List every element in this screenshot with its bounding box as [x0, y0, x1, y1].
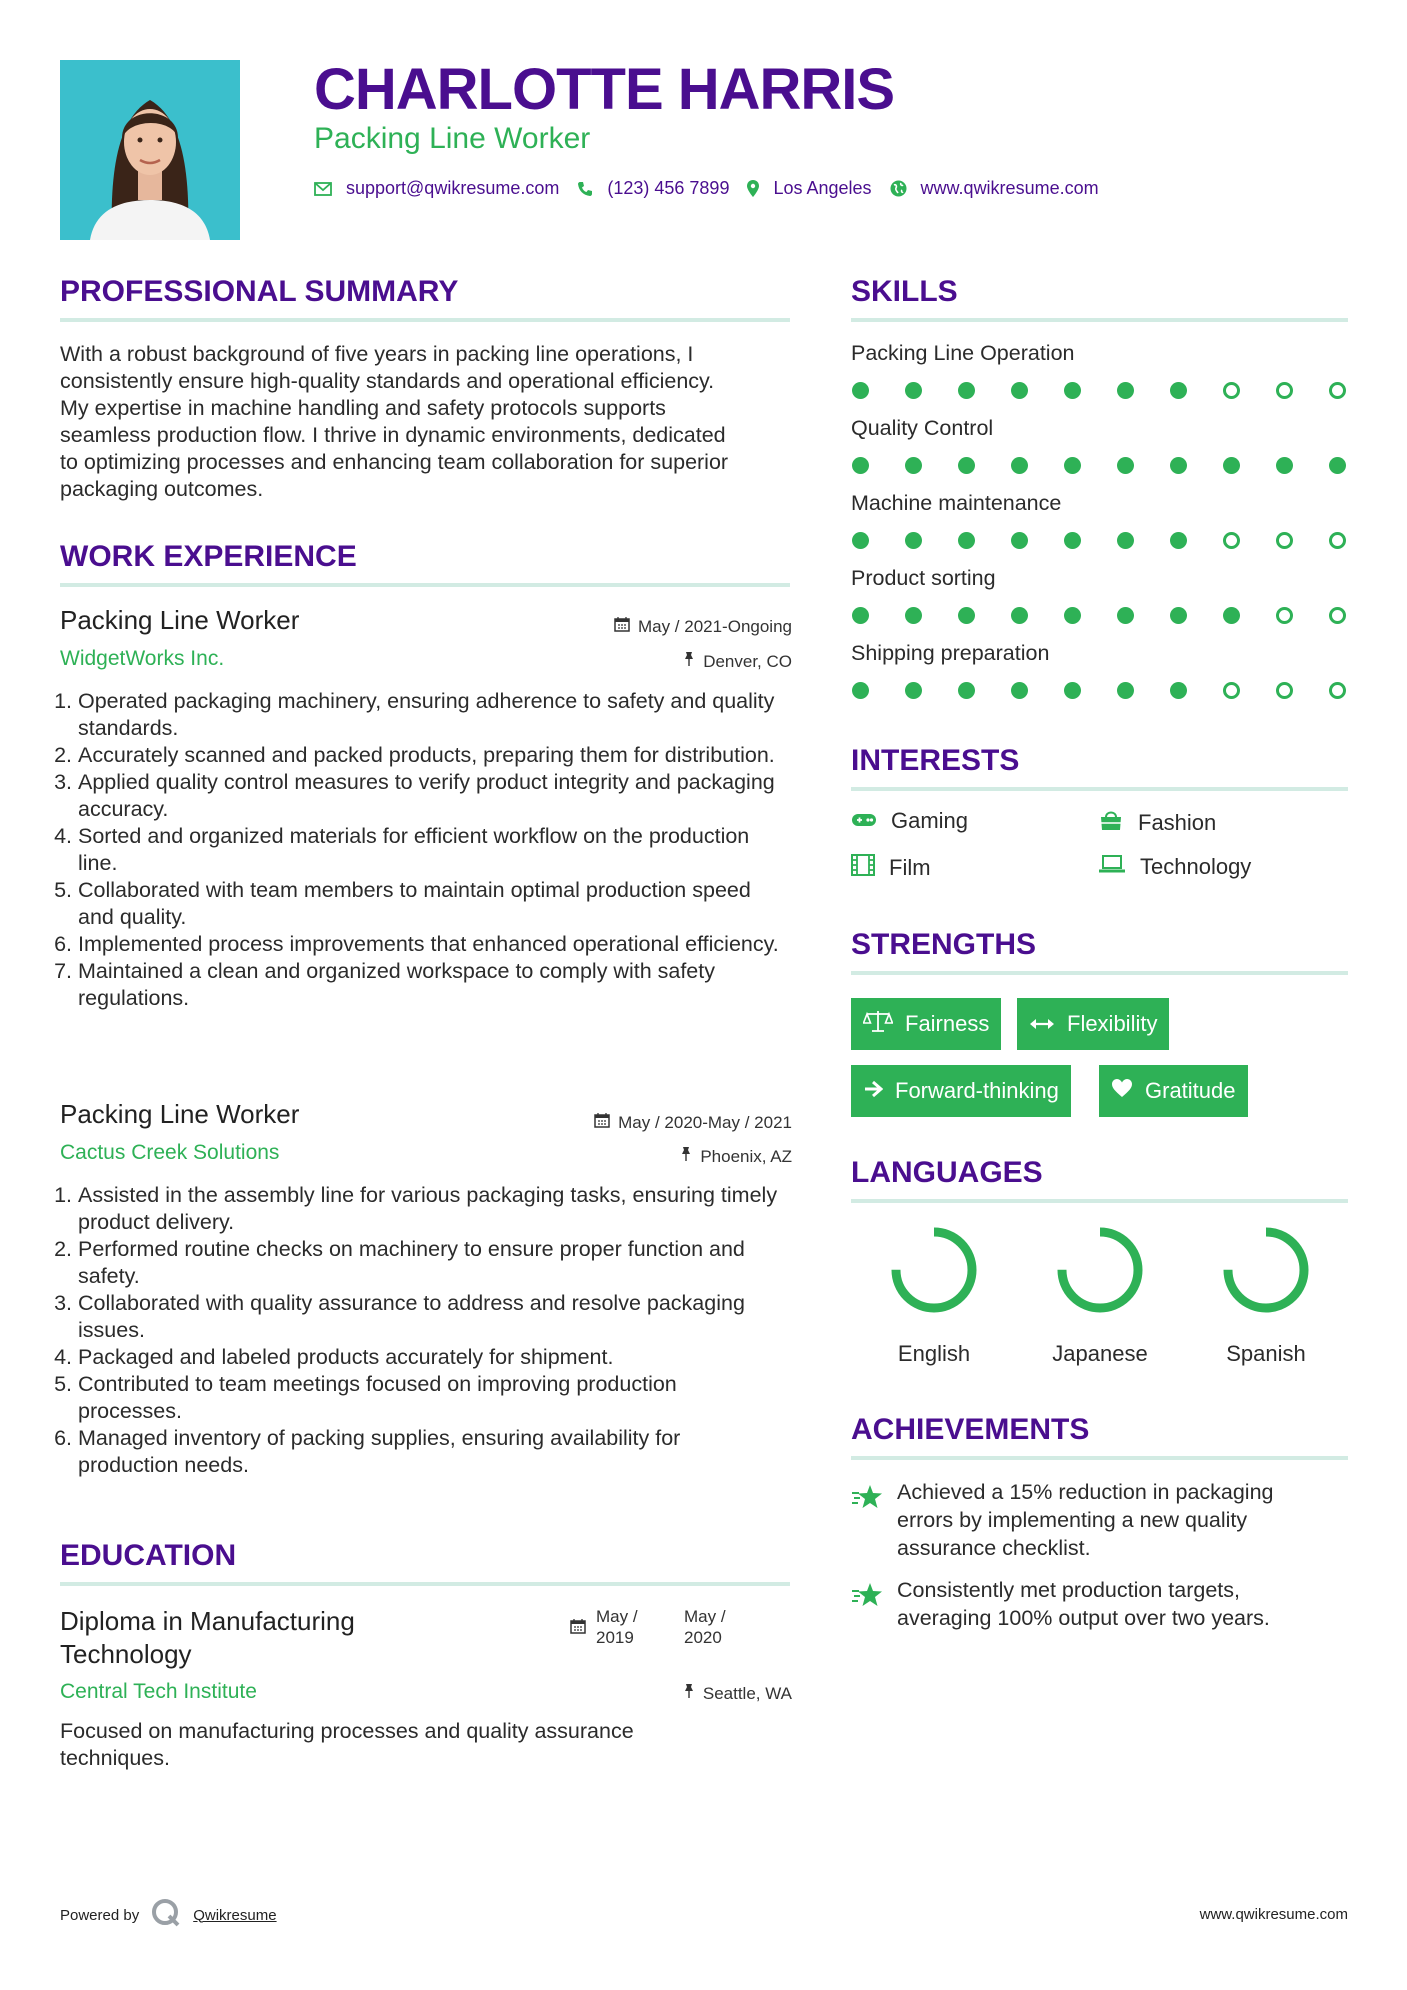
summary-text — [60, 341, 800, 503]
interests-heading: INTERESTS — [851, 744, 1020, 777]
candidate-title: Packing Line Worker — [314, 122, 591, 155]
rating-dot-filled — [1011, 607, 1028, 624]
duty-item: 2. Performed routine checks on machinery to ensure proper function and safety. — [78, 1236, 780, 1290]
rating-dot-filled — [1329, 457, 1346, 474]
duty-item: 7. Maintained a clean and organized workspace to comply with safety regulations. — [78, 958, 780, 1012]
school-name: Central Tech Institute — [60, 1680, 257, 1703]
skill-name: Shipping preparation — [851, 641, 1050, 665]
degree-title — [60, 1605, 355, 1671]
calendar-icon — [614, 616, 630, 637]
summary-line: seamless production flow. I thrive in dynamic environments, dedicated — [60, 423, 726, 447]
language-name: Spanish — [1226, 1341, 1306, 1366]
education-location — [683, 1683, 792, 1704]
arrows-horizontal-icon — [1029, 1011, 1055, 1037]
location-text: Los Angeles — [773, 178, 872, 198]
rating-dot-filled — [852, 607, 869, 624]
language-level-arc — [896, 1232, 972, 1308]
strengths-heading: STRENGTHS — [851, 928, 1037, 961]
rating-dot-filled — [1276, 457, 1293, 474]
skill-name: Product sorting — [851, 566, 996, 590]
education-rule — [60, 1582, 790, 1586]
job-title: Packing Line Worker — [60, 1099, 300, 1129]
job-location-text: Denver, CO — [703, 651, 792, 671]
duties-list — [60, 1182, 780, 1479]
strengths-rule — [851, 971, 1348, 975]
phone-icon — [577, 181, 593, 197]
education-location-text: Seattle, WA — [702, 1683, 792, 1703]
skill-row — [851, 341, 1346, 399]
rating-dot-filled — [852, 532, 869, 549]
rating-dot-filled — [905, 532, 922, 549]
summary-line: to optimizing processes and enhancing team collaboration for superior — [60, 450, 729, 474]
interest-label: Technology — [1140, 854, 1252, 879]
skill-row — [851, 641, 1346, 699]
pin-icon — [680, 1146, 692, 1167]
rating-dot-empty — [1276, 607, 1293, 624]
rating-dot-empty — [1276, 382, 1293, 399]
pin-icon — [683, 651, 695, 672]
envelope-icon — [314, 182, 332, 196]
summary-line: packaging outcomes. — [60, 477, 264, 501]
rating-dot-filled — [1117, 607, 1134, 624]
achievements-heading: ACHIEVEMENTS — [851, 1413, 1090, 1446]
interest-label: Film — [889, 855, 931, 880]
duty-item: 5. Collaborated with team members to maintain optimal production speed and quality. — [78, 877, 780, 931]
rating-dot-filled — [1011, 457, 1028, 474]
rating-dot-filled — [1223, 457, 1240, 474]
skill-row — [851, 566, 1346, 624]
qwikresume-link[interactable]: Qwikresume — [193, 1906, 277, 1924]
laptop-icon — [1098, 854, 1126, 880]
contact-website[interactable] — [890, 178, 1099, 199]
skill-rating — [852, 457, 1346, 474]
rating-dot-empty — [1276, 532, 1293, 549]
skill-rating — [852, 382, 1346, 399]
phone-text: (123) 456 7899 — [607, 178, 730, 198]
education-desc-line: techniques. — [60, 1746, 170, 1770]
job-dates — [594, 1112, 792, 1133]
rating-dot-filled — [1117, 382, 1134, 399]
achievements-rule — [851, 1456, 1348, 1460]
rating-dot-filled — [1170, 457, 1187, 474]
rating-dot-filled — [1170, 607, 1187, 624]
duties-list — [60, 688, 780, 1012]
job-location — [680, 1146, 792, 1167]
rating-dot-filled — [1117, 457, 1134, 474]
language-level-ring — [1055, 1225, 1145, 1315]
interest-label: Gaming — [891, 808, 969, 833]
achievement-line: errors by implementing a new quality — [897, 1508, 1248, 1532]
powered-by-label: Powered by — [60, 1906, 140, 1924]
calendar-icon — [570, 1606, 586, 1648]
interest-fashion — [1098, 808, 1216, 838]
interest-gaming — [851, 808, 968, 834]
rating-dot-empty — [1329, 682, 1346, 699]
rating-dot-filled — [1064, 457, 1081, 474]
summary-rule — [60, 318, 790, 322]
rating-dot-filled — [1064, 607, 1081, 624]
job-location — [683, 651, 792, 672]
rating-dot-empty — [1329, 532, 1346, 549]
rating-dot-filled — [852, 382, 869, 399]
rating-dot-filled — [905, 607, 922, 624]
rating-dot-empty — [1329, 382, 1346, 399]
candidate-name: CHARLOTTE HARRIS — [314, 57, 895, 122]
calendar-icon — [594, 1112, 610, 1133]
education-start — [596, 1606, 674, 1648]
language-item — [1017, 1225, 1183, 1367]
star-icon — [851, 1576, 883, 1632]
rating-dot-filled — [958, 532, 975, 549]
duty-item: 4. Sorted and organized materials for efficient workflow on the production line. — [78, 823, 780, 877]
heart-icon — [1111, 1078, 1133, 1104]
duty-item: 6. Managed inventory of packing supplies, ensuring availability for production needs. — [78, 1425, 780, 1479]
rating-dot-filled — [1223, 607, 1240, 624]
skill-name: Quality Control — [851, 416, 994, 440]
duty-item: 5. Contributed to team meetings focused on improving production processes. — [78, 1371, 780, 1425]
strength-forward-thinking — [851, 1065, 1071, 1117]
rating-dot-empty — [1223, 382, 1240, 399]
strength-label: Forward-thinking — [895, 1078, 1059, 1103]
achievement-text — [897, 1576, 1270, 1632]
rating-dot-filled — [958, 382, 975, 399]
achievement-line: averaging 100% output over two years. — [897, 1606, 1270, 1630]
duty-item: 1. Assisted in the assembly line for various packaging tasks, ensuring timely product delivery. — [78, 1182, 780, 1236]
rating-dot-filled — [958, 682, 975, 699]
skill-rating — [852, 682, 1346, 699]
education-desc-line: Focused on manufacturing processes and quality assurance — [60, 1719, 634, 1743]
qwikresume-logo-icon — [151, 1898, 181, 1932]
star-icon — [851, 1478, 883, 1562]
language-item — [851, 1225, 1017, 1367]
language-level-ring — [889, 1225, 979, 1315]
job-dates-text: May / 2020-May / 2021 — [618, 1112, 792, 1132]
footer-url[interactable]: www.qwikresume.com — [1199, 1906, 1348, 1923]
language-name: Japanese — [1052, 1341, 1148, 1366]
language-level-ring — [1221, 1225, 1311, 1315]
achievement-line: Achieved a 15% reduction in packaging — [897, 1480, 1274, 1504]
duty-item: 1. Operated packaging machinery, ensuring adherence to safety and quality standards. — [78, 688, 780, 742]
email-text: support@qwikresume.com — [346, 178, 560, 198]
experience-rule — [60, 583, 790, 587]
language-level-arc — [1228, 1232, 1304, 1308]
balance-scale-icon — [863, 1009, 893, 1039]
strength-label: Flexibility — [1067, 1011, 1158, 1036]
degree-line: Technology — [60, 1639, 192, 1669]
interests-rule — [851, 787, 1348, 791]
arrow-right-icon — [863, 1078, 883, 1104]
rating-dot-filled — [1011, 682, 1028, 699]
duty-item: 4. Packaged and labeled products accurately for shipment. — [78, 1344, 780, 1371]
rating-dot-filled — [905, 457, 922, 474]
contact-location — [747, 178, 871, 199]
job-location-text: Phoenix, AZ — [700, 1146, 792, 1166]
duty-item: 6. Implemented process improvements that enhanced operational efficiency. — [78, 931, 780, 958]
website-text: www.qwikresume.com — [920, 178, 1099, 198]
achievement-item — [851, 1478, 1351, 1562]
map-marker-icon — [747, 180, 759, 197]
pin-icon — [683, 1683, 695, 1704]
contact-email[interactable] — [314, 178, 559, 199]
language-name: English — [897, 1341, 971, 1366]
globe-icon — [890, 180, 907, 197]
end-year: 2020 — [684, 1628, 722, 1647]
rating-dot-filled — [1064, 382, 1081, 399]
job-dates — [614, 616, 792, 637]
footer-powered-by — [60, 1898, 277, 1932]
rating-dot-filled — [1011, 382, 1028, 399]
achievement-item — [851, 1576, 1351, 1632]
skill-name: Packing Line Operation — [851, 341, 1075, 365]
rating-dot-filled — [1064, 682, 1081, 699]
skills-heading: SKILLS — [851, 275, 958, 308]
languages-heading: LANGUAGES — [851, 1156, 1043, 1189]
experience-heading: WORK EXPERIENCE — [60, 540, 357, 573]
strength-label: Fairness — [905, 1011, 990, 1036]
strength-label: Gratitude — [1145, 1078, 1236, 1103]
achievement-text — [897, 1478, 1274, 1562]
rating-dot-filled — [1011, 532, 1028, 549]
duty-item: 2. Accurately scanned and packed products, preparing them for distribution. — [78, 742, 780, 769]
profile-photo — [60, 60, 240, 240]
job-title: Packing Line Worker — [60, 605, 300, 635]
rating-dot-empty — [1223, 682, 1240, 699]
strength-gratitude — [1099, 1065, 1248, 1117]
education-end — [684, 1606, 726, 1648]
rating-dot-filled — [1117, 532, 1134, 549]
education-dates — [570, 1606, 726, 1648]
summary-line: My expertise in machine handling and safety protocols supports — [60, 396, 666, 420]
rating-dot-empty — [1276, 682, 1293, 699]
rating-dot-empty — [1329, 607, 1346, 624]
skill-row — [851, 491, 1346, 549]
skill-name: Machine maintenance — [851, 491, 1062, 515]
interest-film — [851, 854, 931, 882]
company-name: Cactus Creek Solutions — [60, 1141, 280, 1164]
rating-dot-filled — [958, 457, 975, 474]
rating-dot-filled — [958, 607, 975, 624]
summary-line: With a robust background of five years in packing line operations, I — [60, 342, 694, 366]
achievement-line: assurance checklist. — [897, 1536, 1091, 1560]
duty-item: 3. Collaborated with quality assurance to address and resolve packaging issues. — [78, 1290, 780, 1344]
summary-heading: PROFESSIONAL SUMMARY — [60, 275, 459, 308]
rating-dot-filled — [1170, 532, 1187, 549]
rating-dot-filled — [852, 682, 869, 699]
summary-line: consistently ensure high-quality standards and operational efficiency. — [60, 369, 715, 393]
duty-item: 3. Applied quality control measures to verify product integrity and packaging accuracy. — [78, 769, 780, 823]
job-dates-text: May / 2021-Ongoing — [637, 616, 792, 636]
start-month: May / — [596, 1607, 638, 1626]
film-icon — [851, 854, 875, 882]
rating-dot-filled — [852, 457, 869, 474]
rating-dot-filled — [1064, 532, 1081, 549]
languages-list — [851, 1225, 1351, 1367]
education-heading: EDUCATION — [60, 1539, 237, 1572]
interest-label: Fashion — [1138, 810, 1217, 835]
degree-line: Diploma in Manufacturing — [60, 1606, 355, 1636]
rating-dot-filled — [1170, 382, 1187, 399]
language-item — [1183, 1225, 1349, 1367]
gamepad-icon — [851, 808, 877, 834]
achievement-line: Consistently met production targets, — [897, 1578, 1240, 1602]
skills-rule — [851, 318, 1348, 322]
strength-flexibility — [1017, 998, 1169, 1050]
strength-fairness — [851, 998, 1001, 1050]
start-year: 2019 — [596, 1628, 634, 1647]
skill-rating — [852, 532, 1346, 549]
company-name: WidgetWorks Inc. — [60, 647, 225, 670]
end-month: May / — [684, 1607, 726, 1626]
shopping-bag-icon — [1098, 808, 1124, 838]
skill-rating — [852, 607, 1346, 624]
education-description — [60, 1718, 780, 1772]
contact-bar — [314, 178, 1099, 199]
contact-phone[interactable] — [577, 178, 729, 199]
language-level-arc — [1062, 1232, 1138, 1308]
interest-technology — [1098, 854, 1251, 880]
languages-rule — [851, 1199, 1348, 1203]
skill-row — [851, 416, 1346, 474]
rating-dot-empty — [1223, 532, 1240, 549]
rating-dot-filled — [905, 382, 922, 399]
rating-dot-filled — [1117, 682, 1134, 699]
rating-dot-filled — [1170, 682, 1187, 699]
rating-dot-filled — [905, 682, 922, 699]
